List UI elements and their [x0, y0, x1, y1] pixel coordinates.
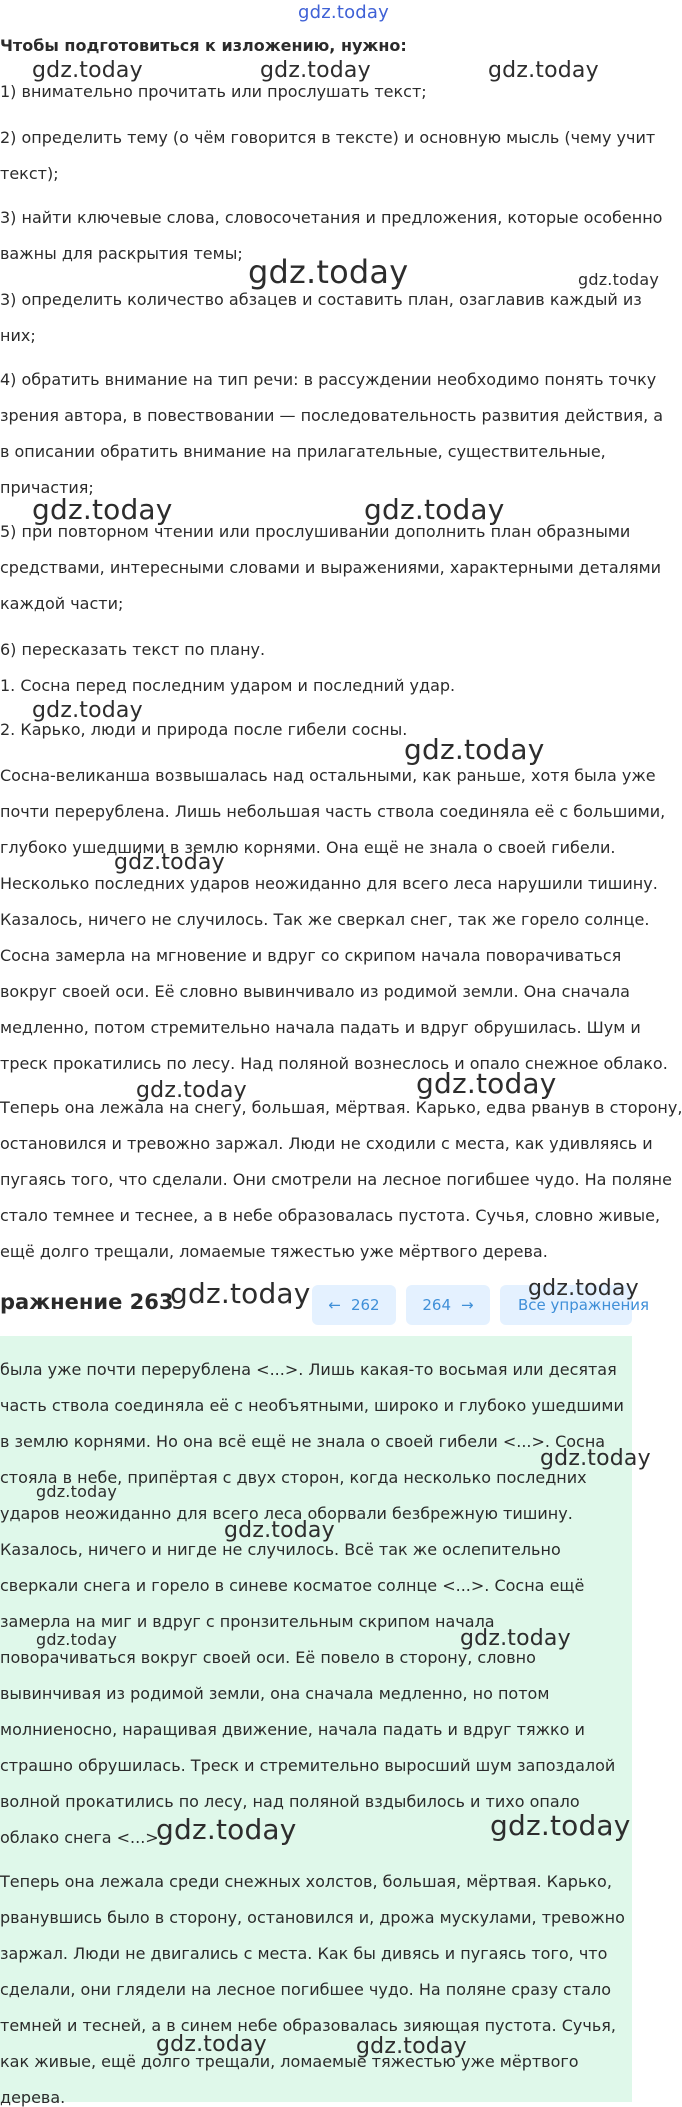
- site-logo-link[interactable]: gdz.today: [298, 2, 390, 23]
- summary-line: Теперь она лежала на снегу, большая, мёртвая. Карько, едва рванув в сторону,: [0, 1098, 682, 1117]
- answer-line: Казалось, ничего и нигде не случилось. Всё так же ослепительно: [0, 1540, 561, 1559]
- watermark: gdz.today: [578, 270, 660, 289]
- intro-step-line: важны для раскрытия темы;: [0, 244, 243, 263]
- answer-line: Теперь она лежала среди снежных холстов, большая, мёртвая. Карько,: [0, 1872, 612, 1891]
- answer-line: ударов неожиданно для всего леса оборвали безбрежную тишину.: [0, 1504, 573, 1523]
- intro-step-line: текст);: [0, 164, 59, 183]
- answer-line: темней и тесней, а в синем небе образовалась зияющая пустота. Сучья,: [0, 2016, 616, 2035]
- intro-heading: Чтобы подготовиться к изложению, нужно:: [0, 36, 407, 55]
- answer-line: рванувшись было в сторону, остановился и, дрожа мускулами, тревожно: [0, 1908, 625, 1927]
- all-exercises-label: Все упражнения: [518, 1296, 650, 1314]
- intro-step-line: зрения автора, в повествовании — последовательность развития действия, а: [0, 406, 664, 425]
- answer-line: молниеносно, наращивая движение, начала падать и вдруг тяжко и: [0, 1720, 585, 1739]
- watermark: gdz.today: [170, 1277, 311, 1310]
- watermark: gdz.today: [356, 2034, 467, 2059]
- watermark: gdz.today: [32, 58, 143, 83]
- answer-line: стояла в небе, припёртая с двух сторон, когда несколько последних: [0, 1468, 587, 1487]
- summary-line: треск прокатились по лесу. Над поляной вознеслось и опало снежное облако.: [0, 1054, 668, 1073]
- answer-line: сверкали снега и горело в синеве косматое солнце <...>. Сосна ещё: [0, 1576, 585, 1595]
- watermark: gdz.today: [32, 493, 173, 526]
- answer-line: вывинчивая из родимой земли, она сначала медленно, но потом: [0, 1684, 550, 1703]
- intro-step-line: в описании обратить внимание на прилагательные, существительные,: [0, 442, 606, 461]
- answer-line: заржал. Люди не двигались с места. Как бы дивясь и пугаясь того, что: [0, 1944, 608, 1963]
- summary-line: глубоко ушедшими в землю корнями. Она ещё не знала о своей гибели.: [0, 838, 616, 857]
- summary-line: Сосна замерла на мгновение и вдруг со скрипом начала поворачиваться: [0, 946, 622, 965]
- summary-line: пугаясь того, что сделали. Они смотрели на лесное погибшее чудо. На поляне: [0, 1170, 672, 1189]
- summary-line: Казалось, ничего не случилось. Так же сверкал снег, так же горело солнце.: [0, 910, 650, 929]
- summary-line: ещё долго трещали, ломаемые тяжестью уже мёртвого дерева.: [0, 1242, 548, 1261]
- watermark: gdz.today: [528, 1276, 639, 1301]
- answer-line: в землю корнями. Но она всё ещё не знала о своей гибели <...>. Сосна: [0, 1432, 606, 1451]
- summary-line: вокруг своей оси. Её словно вывинчивало из родимой земли. Она сначала: [0, 982, 630, 1001]
- watermark: gdz.today: [364, 493, 505, 526]
- intro-step-line: средствами, интересными словами и выражениями, характерными деталями: [0, 558, 662, 577]
- watermark: gdz.today: [488, 58, 599, 83]
- intro-step-line: 2) определить тему (о чём говорится в тексте) и основную мысль (чему учит: [0, 128, 656, 147]
- watermark: gdz.today: [156, 1813, 297, 1846]
- intro-step-line: 5) при повторном чтении или прослушивании дополнить план образными: [0, 522, 631, 541]
- watermark: gdz.today: [460, 1626, 571, 1651]
- watermark: gdz.today: [36, 1482, 118, 1501]
- intro-step-line: каждой части;: [0, 594, 124, 613]
- watermark: gdz.today: [114, 850, 225, 875]
- summary-line: почти перерублена. Лишь небольшая часть ствола соединяла её с большими,: [0, 802, 666, 821]
- summary-line: остановился и тревожно заржал. Люди не сходили с места, как удивляясь и: [0, 1134, 653, 1153]
- prev-exercise-label: 262: [350, 1296, 380, 1314]
- plan-item: 1. Сосна перед последним ударом и последний удар.: [0, 676, 456, 695]
- watermark: gdz.today: [540, 1446, 651, 1471]
- watermark: gdz.today: [490, 1809, 631, 1842]
- intro-step-line: 3) определить количество абзацев и составить план, озаглавив каждый из: [0, 290, 642, 309]
- answer-line: волной прокатились по лесу, над поляной вздыбилось и тихо опало: [0, 1792, 580, 1811]
- watermark: gdz.today: [248, 253, 409, 291]
- answer-line: часть ствола соединяла её с необъятными, широко и глубоко ушедшими: [0, 1396, 624, 1415]
- plan-item: 2. Карько, люди и природа после гибели сосны.: [0, 720, 408, 739]
- summary-line: Несколько последних ударов неожиданно для всего леса нарушили тишину.: [0, 874, 658, 893]
- intro-step-line: них;: [0, 326, 36, 345]
- intro-step-line: 4) обратить внимание на тип речи: в рассуждении необходимо понять точку: [0, 370, 657, 389]
- answer-line: страшно обрушилась. Треск и стремительно выросший шум запоздалой: [0, 1756, 616, 1775]
- summary-line: медленно, потом стремительно начала падать и вдруг обрушилась. Шум и: [0, 1018, 641, 1037]
- next-exercise-label: 264: [422, 1296, 452, 1314]
- prev-exercise-button[interactable]: [312, 1285, 396, 1325]
- answer-line: сделали, они глядели на лесное погибшее чудо. На поляне сразу стало: [0, 1980, 611, 1999]
- watermark: gdz.today: [416, 1067, 557, 1100]
- watermark: gdz.today: [404, 733, 545, 766]
- watermark: gdz.today: [136, 1078, 247, 1103]
- watermark: gdz.today: [32, 698, 143, 723]
- intro-step-line: 3) найти ключевые слова, словосочетания и предложения, которые особенно: [0, 208, 663, 227]
- intro-step-line: 1) внимательно прочитать или прослушать текст;: [0, 82, 427, 101]
- watermark: gdz.today: [36, 1630, 118, 1649]
- intro-step-line: причастия;: [0, 478, 94, 497]
- answer-line: как живые, ещё долго трещали, ломаемые тяжестью уже мёртвого: [0, 2052, 579, 2071]
- watermark: gdz.today: [224, 1518, 335, 1543]
- next-exercise-button[interactable]: [406, 1285, 490, 1325]
- arrow-right-icon: →: [461, 1296, 474, 1314]
- summary-line: Сосна-великанша возвышалась над остальными, как раньше, хотя была уже: [0, 766, 656, 785]
- answer-line: была уже почти перерублена <...>. Лишь какая-то восьмая или десятая: [0, 1360, 617, 1379]
- intro-step-line: 6) пересказать текст по плану.: [0, 640, 266, 659]
- summary-line: стало темнее и теснее, а в небе образовалась пустота. Сучья, словно живые,: [0, 1206, 661, 1225]
- exercise-title: ражнение 263: [0, 1290, 174, 1314]
- watermark: gdz.today: [260, 58, 371, 83]
- answer-line: поворачиваться вокруг своей оси. Её повело в сторону, словно: [0, 1648, 536, 1667]
- answer-line: облако снега <...>.: [0, 1828, 164, 1847]
- watermark: gdz.today: [156, 2032, 267, 2057]
- answer-line: дерева.: [0, 2088, 66, 2107]
- arrow-left-icon: ←: [328, 1296, 341, 1314]
- answer-line: замерла на миг и вдруг с пронзительным скрипом начала: [0, 1612, 495, 1631]
